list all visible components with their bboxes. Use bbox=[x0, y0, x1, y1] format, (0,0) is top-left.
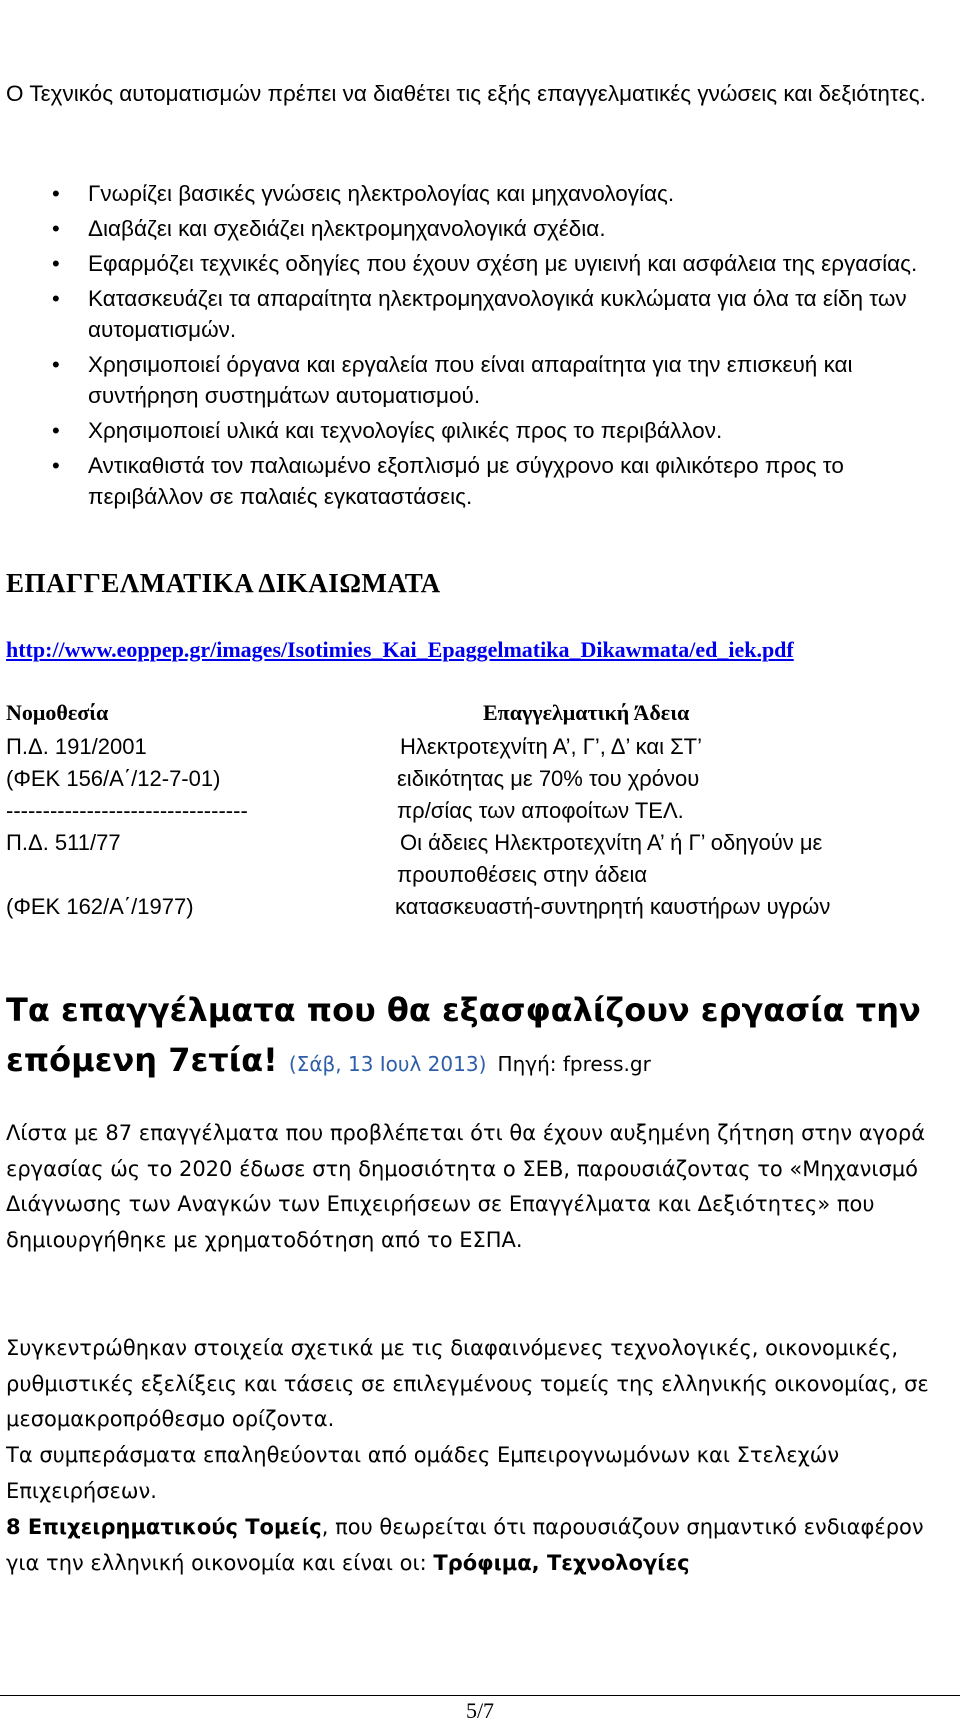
paragraph: Τα συμπεράσματα επαληθεύονται από ομάδες Εμπειρογνωμόνων και Στελεχών Επιχειρήσεων. bbox=[6, 1443, 840, 1503]
article-date: (Σάβ, 13 Ιουλ 2013) bbox=[288, 1052, 487, 1076]
legislation-line: Π.Δ. 191/2001 bbox=[6, 734, 147, 759]
eoppep-link[interactable]: http://www.eoppep.gr/images/Isotimies_Kai_Epaggelmatika_Dikawmata/ed_iek.pdf bbox=[6, 637, 794, 662]
bold-text: 8 Επιχειρηματικούς Τομείς bbox=[6, 1515, 322, 1539]
paragraph: Συγκεντρώθηκαν στοιχεία σχετικά με τις διαφαινόμενες τεχνολογικές, οικονομικές, ρυθμιστικές εξελίξεις και τάσεις σε επιλεγμένους τομείς της ελληνικής οικονομίας, σε μεσομακροπρόθεσμο ορίζοντα. bbox=[6, 1336, 929, 1431]
paragraph: Λίστα με 87 επαγγέλματα που προβλέπεται ότι θα έχουν αυξημένη ζήτηση στην αγορά εργασίας ώς το 2020 έδωσε στη δημοσιότητα ο ΣΕΒ, παρουσιάζοντας το «Μηχανισμό Διάγνωσης των Αναγκών των Επιχειρήσεων σε Επαγγέλματα και Δεξιότητες» που δημιουργήθηκε με χρηματοδότηση από το ΕΣΠΑ. bbox=[6, 1121, 926, 1252]
license-line: Οι άδειες Ηλεκτροτεχνίτη Α’ ή Γ’ οδηγούν με bbox=[400, 830, 823, 855]
license-line: ειδικότητας με 70% του χρόνου bbox=[397, 766, 700, 791]
license-header: Επαγγελματική Άδεια bbox=[483, 700, 690, 725]
article-headline bbox=[6, 985, 946, 1089]
legislation-header: Νομοθεσία bbox=[6, 700, 109, 725]
separator-line: --------------------------------- bbox=[6, 798, 248, 823]
section-title: ΕΠΑΓΓΕΛΜΑΤΙΚΑ ΔΙΚΑΙΩΜΑΤΑ bbox=[6, 568, 441, 598]
list-item: • Κατασκευάζει τα απαραίτητα ηλεκτρομηχανολογικά κυκλώματα για όλα τα είδη των αυτοματισμών. bbox=[0, 283, 940, 345]
article-title: Τα επαγγέλματα που θα εξασφαλίζουν εργασία την επόμενη 7ετία! bbox=[6, 991, 921, 1079]
list-item: • Αντικαθιστά τον παλαιωμένο εξοπλισμό με σύγχρονο και φιλικότερο προς το περιβάλλον σε παλαιές εγκαταστάσεις. bbox=[0, 450, 940, 512]
list-item: • Χρησιμοποιεί όργανα και εργαλεία που είναι απαραίτητα για την επισκευή και συντήρηση συστημάτων αυτοματισμού. bbox=[0, 349, 940, 411]
bold-text: Τρόφιμα, Τεχνολογίες bbox=[433, 1550, 690, 1575]
skills-list bbox=[0, 178, 940, 516]
page-number: 5/7 bbox=[465, 1698, 495, 1723]
legislation-line: (ΦΕΚ 156/Α΄/12-7-01) bbox=[6, 766, 221, 791]
license-line: προυποθέσεις στην άδεια bbox=[397, 862, 648, 887]
paragraph bbox=[6, 1510, 941, 1581]
legislation-line: (ΦΕΚ 162/Α΄/1977) bbox=[6, 894, 194, 919]
list-item: • Γνωρίζει βασικές γνώσεις ηλεκτρολογίας και μηχανολογίας. bbox=[0, 178, 940, 209]
legislation-line: Π.Δ. 511/77 bbox=[6, 830, 121, 855]
license-line: Ηλεκτροτεχνίτη Α’, Γ’, Δ’ και ΣΤ’ bbox=[400, 734, 703, 759]
list-item: • Χρησιμοποιεί υλικά και τεχνολογίες φιλικές προς το περιβάλλον. bbox=[0, 415, 940, 446]
license-line: πρ/σίας των αποφοίτων ΤΕΛ. bbox=[397, 798, 684, 823]
article-source: Πηγή: fpress.gr bbox=[497, 1052, 651, 1076]
license-line: κατασκευαστή-συντηρητή καυστήρων υγρών bbox=[395, 894, 831, 919]
paragraph-text: , που θεωρείται ότι παρουσιάζουν σημαντικό ενδιαφέρον για την ελληνική οικονομία και είναι οι: bbox=[6, 1515, 924, 1575]
list-item: • Εφαρμόζει τεχνικές οδηγίες που έχουν σχέση με υγιεινή και ασφάλεια της εργασίας. bbox=[0, 248, 940, 279]
footer-divider bbox=[0, 1695, 960, 1696]
intro-text: Ο Τεχνικός αυτοματισμών πρέπει να διαθέτει τις εξής επαγγελματικές γνώσεις και δεξιότητες. bbox=[6, 81, 926, 106]
list-item: • Διαβάζει και σχεδιάζει ηλεκτρομηχανολογικά σχέδια. bbox=[0, 213, 940, 244]
